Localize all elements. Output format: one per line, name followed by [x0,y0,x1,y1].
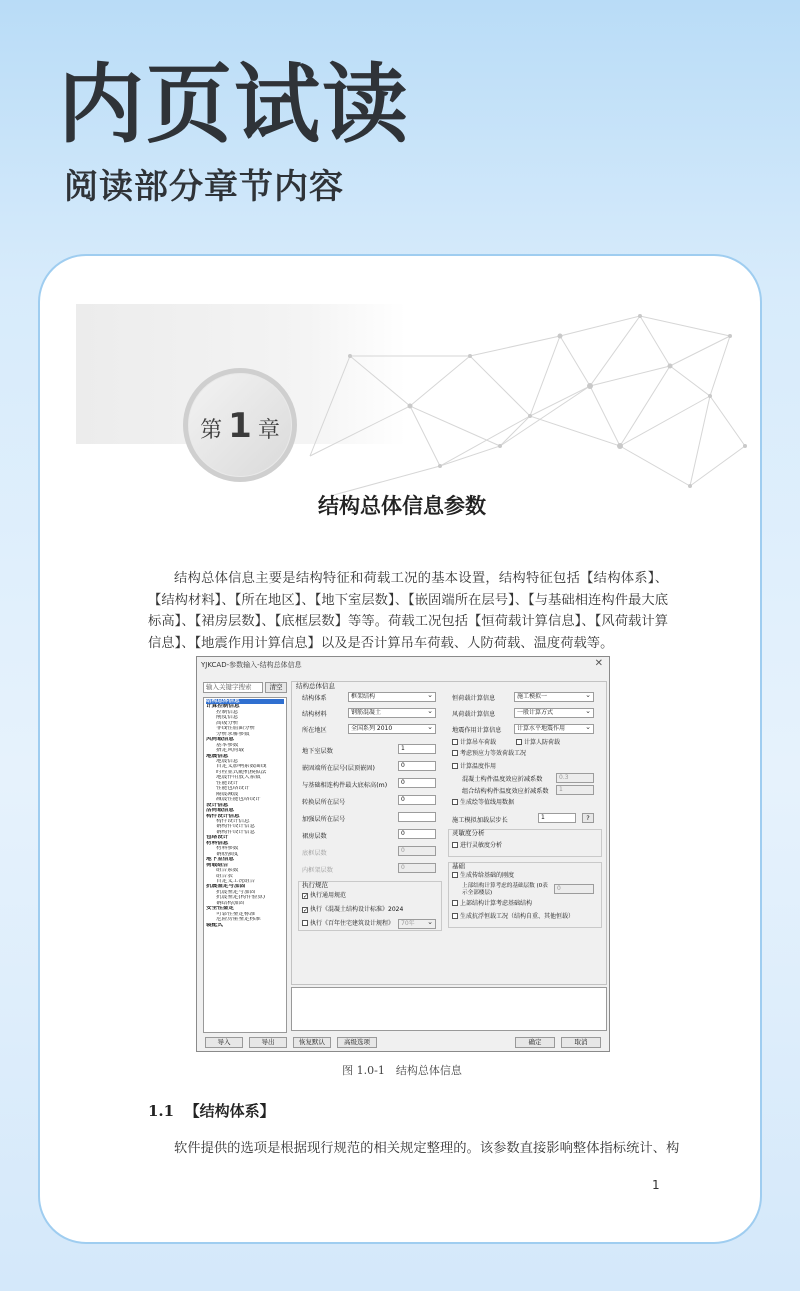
page-number: 1 [652,1178,660,1192]
intro-paragraph: 结构总体信息主要是结构特征和荷载工况的基本设置，结构特征包括【结构体系】、【结构材料】、【所在地区】、【地下室层数】、【嵌固端所在层号】、【与基础相连构件最大底标高】、【裙房层数】、【底框层数】等等。荷载工况包括【恒荷载计算信息】、【风荷载计算信息】、【地震作用计算信息】以及是否计算吊车荷载、人防荷载、温度荷载等。 [148,571,668,651]
parameter-dialog [196,656,610,1052]
field-label: 上部结构计算考虑的基础层数 (0表示全部楼层) [462,883,548,896]
inner-frame-floors-input: 0 [398,863,436,873]
composite-temp-factor-input: 1 [556,785,594,795]
seismic-select[interactable]: 计算水平地震作用 ⌄ [514,724,594,734]
tree-item[interactable]: 活荷载信息 [206,808,234,814]
podium-floors-input[interactable]: 0 [398,829,436,839]
tree-item[interactable]: 组合表 [216,873,233,879]
tree-item[interactable]: 组合系数 [216,868,239,874]
tree-item[interactable]: 危险房屋鉴定标准 [216,917,261,923]
tree-item[interactable]: 非线性屈曲分析 [216,726,256,732]
tree-item[interactable]: 可靠性鉴定标准 [216,911,256,917]
tree-item[interactable]: 钢构件设计信息 [216,829,256,835]
chapter-number: 1 [228,406,252,446]
help-button[interactable]: ? [582,813,594,823]
tree-item[interactable]: 隔震减震 [216,791,239,797]
dialog-title: YJKCAD-参数输入-结构总体信息 [201,661,302,669]
field-label: 加强层所在层号 [302,816,346,823]
tree-item[interactable]: 计算控制信息 [206,704,240,710]
network-decoration [290,296,750,516]
tree-item[interactable]: 基本参数 [216,742,239,748]
tree-item[interactable]: 高级分析 [216,720,239,726]
civil-defense-checkbox[interactable]: 计算人防荷载 [516,739,560,747]
temperature-checkbox[interactable]: 计算温度作用 [452,763,496,771]
wind-load-select[interactable]: 一般计算方式 ⌄ [514,708,594,718]
field-label: 转换层所在层号 [302,799,346,806]
cancel-button[interactable]: 取消 [561,1037,601,1048]
field-label: 嵌固端所在层号(层顶嵌固) [302,765,375,772]
ok-button[interactable]: 确定 [515,1037,555,1048]
tree-item[interactable]: 包络设计 [206,835,229,841]
group-title-sensitivity: 灵敏度分析 [452,829,485,837]
residential-year-select: 70年 ⌄ [398,919,436,929]
page-hero-title: 内页试读 [58,55,410,155]
chapter-prefix: 第 [200,418,223,443]
tree-item[interactable]: 自定义影响系数曲线 [216,764,267,770]
tree-item[interactable]: 荷载组合 [206,862,229,868]
search-input[interactable]: 输入关键字搜索 [203,682,263,693]
tree-item[interactable]: 钢结构加固 [216,900,244,906]
chapter-badge [188,373,292,477]
section-heading [148,1100,275,1121]
dead-load-select[interactable]: 施工模拟一 ⌄ [514,692,594,702]
section-number: 1.1 [148,1102,175,1120]
structure-system-select[interactable]: 框架结构 ⌄ [348,692,436,702]
chapter-title: 结构总体信息参数 [318,494,486,518]
tree-item[interactable]: 刚度信息 [216,715,239,721]
preview-card [38,254,762,1244]
tree-item[interactable]: 时程显式随机模拟法 [216,769,267,775]
tree-item[interactable]: 地下室信息 [206,857,234,863]
tree-item[interactable]: 分析求解参数 [216,731,250,737]
section-title: 【结构体系】 [184,1102,275,1120]
tree-item[interactable]: 指定风荷载 [216,748,244,754]
bottom-frame-floors-input: 0 [398,846,436,856]
concrete-code-checkbox[interactable]: ✓ 执行《混凝土结构设计标准》2024 [303,906,404,914]
group-title-main: 结构总体信息 [296,682,335,690]
clear-button[interactable]: 清空 [265,682,287,693]
field-label: 地下室层数 [302,748,333,755]
advanced-options-button[interactable]: 高级选项 [337,1037,377,1048]
tree-item[interactable]: 地震信息 [206,753,229,759]
tree-item[interactable]: 结构总体信息 [206,699,284,704]
group-title-code: 执行规范 [302,881,328,889]
field-label: 裙房层数 [302,833,327,840]
field-label: 与基础相连构件最大底标高(m) [302,782,388,789]
tree-item[interactable]: 自定义工况组合 [216,878,256,884]
field-label: 结构材料 [302,711,327,718]
strengthened-floor-input[interactable] [398,812,436,822]
tree-item[interactable]: 减震性能包络设计 [216,797,261,803]
tree-item[interactable]: 抗震鉴定与加固 [206,884,246,890]
residential-code-checkbox[interactable]: 执行《百年住宅建筑设计规程》 [302,920,394,928]
field-label: 风荷载计算信息 [452,711,496,718]
basement-floors-input[interactable]: 1 [398,744,436,754]
field-label: 混凝土构件温度效应折减系数 [462,776,543,783]
tree-item[interactable]: 抗震鉴定(构件验算) [216,895,266,901]
tree-item[interactable]: 构件设计信息 [216,818,250,824]
tree-item[interactable]: 钢构件设计信息 [216,824,256,830]
import-button[interactable]: 导入 [205,1037,243,1048]
chapter-suffix: 章 [257,418,280,443]
transfer-floor-input[interactable]: 0 [398,795,436,805]
field-label: 底框层数 [302,850,327,857]
tree-item[interactable]: 性能设计 [216,780,239,786]
description-area[interactable] [291,987,607,1031]
embedded-floor-input[interactable]: 0 [398,761,436,771]
concrete-temp-factor-input: 0.3 [556,773,594,783]
tree-item[interactable]: 安全性鉴定 [206,906,234,912]
tree-item[interactable]: 性能包络设计 [216,786,250,792]
foundation-stiffness-checkbox[interactable]: 生成传给基础的刚度 [452,872,514,880]
construction-step-input[interactable]: 1 [538,813,576,823]
field-label: 施工模拟加载层步长 [452,817,508,824]
tree-item[interactable]: 钢筋强度 [216,851,239,857]
tree-item[interactable]: 地震信息 [216,758,239,764]
parameter-tree[interactable] [203,697,287,1033]
tree-item[interactable]: 控制信息 [216,709,239,715]
foundation-elevation-input[interactable]: 0 [398,778,436,788]
upper-foundation-checkbox[interactable]: 上部结构计算考虑基础结构 [452,900,532,908]
tree-item[interactable]: 设计信息 [206,802,229,808]
buoyancy-checkbox[interactable]: 生成抗浮恒载工况（结构自重、其他恒载） [452,913,574,921]
field-label: 内框架层数 [302,867,333,874]
figure-caption: 图 1.0-1 结构总体信息 [342,1064,462,1077]
tree-item[interactable]: 构件设计信息 [206,813,240,819]
structure-material-select[interactable]: 钢筋混凝土 ⌄ [348,708,436,718]
tree-item[interactable]: 材料参数 [216,846,239,852]
region-select[interactable]: 全国系列 2010 ⌄ [348,724,436,734]
page-hero-subtitle: 阅读部分章节内容 [64,167,344,207]
settings-panel [291,681,607,985]
restore-default-button[interactable]: 恢复默认 [293,1037,331,1048]
field-label: 组合结构构件温度效应折减系数 [462,788,549,795]
tree-item[interactable]: 风荷载信息 [206,737,234,743]
field-label: 结构体系 [302,695,327,702]
general-code-checkbox[interactable]: ✓ 执行通用规范 [303,892,347,900]
tree-item[interactable]: 抗震鉴定与加固 [216,889,256,895]
close-icon[interactable]: ✕ [594,658,603,669]
field-label: 恒荷载计算信息 [452,695,496,702]
prestress-checkbox[interactable]: 考虑预应力等效荷载工况 [452,750,526,758]
export-button[interactable]: 导出 [249,1037,287,1048]
tree-item[interactable]: 材料信息 [206,840,229,846]
section-paragraph: 软件提供的选项是根据现行规范的相关规定整理的。该参数直接影响整体指标统计、构 [174,1141,680,1156]
field-label: 地震作用计算信息 [452,727,502,734]
tree-item[interactable]: 地震作用放大系数 [216,775,261,781]
crane-load-checkbox[interactable]: 计算吊车荷载 [452,739,496,747]
field-label: 所在地区 [302,727,327,734]
group-title-foundation: 基础 [452,862,465,870]
tree-item[interactable]: 装配式 [206,922,223,928]
sensitivity-checkbox[interactable]: 进行灵敏度分析 [452,842,502,850]
foundation-floors-input: 0 [554,884,594,894]
contour-data-checkbox[interactable]: 生成绘等值线用数据 [452,799,514,807]
